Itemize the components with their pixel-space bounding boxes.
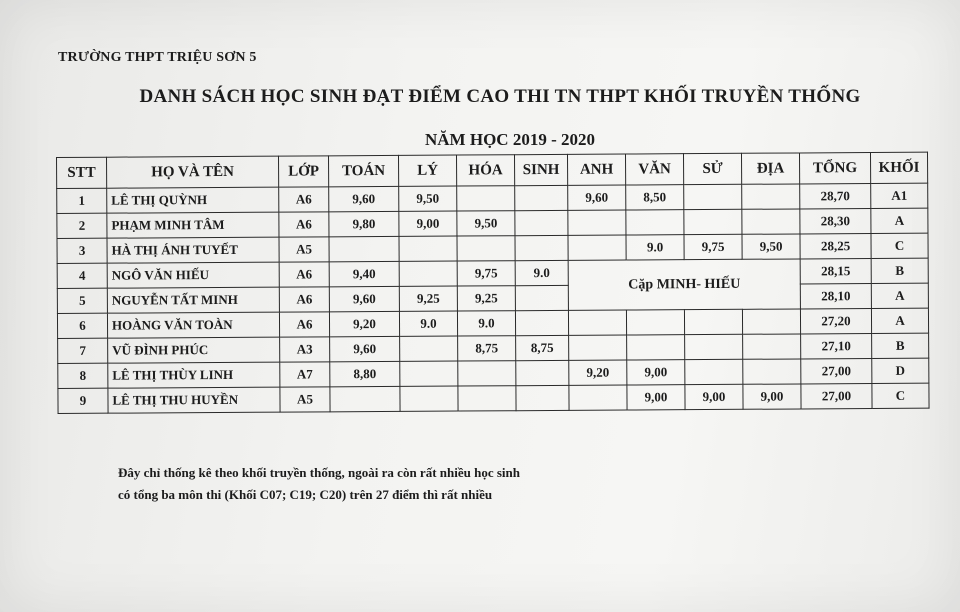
cell-literature: 9.0 — [626, 235, 684, 260]
footnote-line-1: Đây chỉ thống kê theo khối truyền thống, ngoài ra còn rất nhiều học sinh — [118, 465, 520, 480]
cell-physics: 9,25 — [399, 286, 457, 311]
cell-group: D — [872, 358, 929, 383]
cell-geography — [743, 334, 801, 359]
header-group: KHỐI — [870, 152, 927, 183]
cell-english: 9,60 — [568, 185, 626, 210]
cell-total: 27,00 — [801, 384, 872, 409]
cell-geography: 9,00 — [743, 384, 801, 409]
cell-stt: 1 — [57, 188, 107, 213]
cell-stt: 5 — [57, 288, 107, 313]
cell-math: 9,60 — [329, 286, 399, 311]
cell-group: A — [871, 283, 928, 308]
header-english: ANH — [567, 154, 625, 185]
header-chemistry: HÓA — [456, 155, 514, 186]
cell-chemistry — [457, 186, 515, 211]
cell-stt: 4 — [57, 263, 107, 288]
cell-chemistry — [458, 361, 516, 386]
cell-chemistry: 9.0 — [457, 311, 515, 336]
cell-total: 28,70 — [800, 184, 871, 209]
cell-geography — [743, 359, 801, 384]
footnote — [118, 462, 520, 506]
cell-total: 28,10 — [800, 284, 871, 309]
cell-class: A6 — [279, 187, 329, 212]
cell-group: C — [872, 383, 929, 408]
cell-english — [569, 385, 627, 410]
cell-math: 9,80 — [329, 211, 399, 236]
cell-physics — [400, 336, 458, 361]
cell-physics — [400, 386, 458, 411]
cell-chemistry: 9,75 — [457, 261, 515, 286]
cell-history: 9,00 — [685, 384, 743, 409]
cell-literature: 9,00 — [627, 385, 685, 410]
cell-group: A1 — [871, 183, 928, 208]
cell-physics — [399, 236, 457, 261]
cell-biology: 8,75 — [516, 335, 569, 360]
cell-english — [569, 335, 627, 360]
cell-history — [684, 309, 742, 334]
cell-name: LÊ THỊ QUỲNH — [107, 187, 279, 213]
cell-english — [568, 210, 626, 235]
cell-name: PHẠM MINH TÂM — [107, 212, 279, 238]
table-row — [57, 258, 928, 288]
score-table — [56, 152, 930, 414]
cell-history — [685, 334, 743, 359]
table-row — [58, 383, 929, 413]
cell-stt: 2 — [57, 213, 107, 238]
cell-biology — [515, 210, 568, 235]
header-stt: STT — [57, 157, 107, 188]
cell-physics — [400, 361, 458, 386]
header-history: SỬ — [683, 153, 741, 184]
cell-history — [684, 209, 742, 234]
cell-literature — [626, 310, 684, 335]
cell-english — [568, 310, 626, 335]
cell-geography — [742, 209, 800, 234]
cell-stt: 8 — [58, 363, 108, 388]
cell-geography — [742, 309, 800, 334]
cell-group: B — [871, 258, 928, 283]
cell-stt: 6 — [57, 313, 107, 338]
cell-math: 9,60 — [329, 186, 399, 211]
cell-name: NGÔ VĂN HIẾU — [107, 262, 279, 288]
merged-note-cell: Cặp MINH- HIẾU — [568, 259, 800, 310]
cell-history: 9,75 — [684, 234, 742, 259]
cell-group: A — [871, 208, 928, 233]
cell-history — [685, 359, 743, 384]
cell-biology — [516, 360, 569, 385]
cell-name: HOÀNG VĂN TOÀN — [107, 312, 279, 338]
header-class: LỚP — [278, 156, 328, 187]
cell-geography — [742, 184, 800, 209]
cell-class: A6 — [279, 212, 329, 237]
cell-class: A5 — [279, 237, 329, 262]
cell-total: 27,10 — [801, 334, 872, 359]
cell-english: 9,20 — [569, 360, 627, 385]
cell-stt: 7 — [58, 338, 108, 363]
header-biology: SINH — [514, 154, 567, 185]
document-title: DANH SÁCH HỌC SINH ĐẠT ĐIỂM CAO THI TN THPT KHỐI TRUYỀN THỐNG — [139, 86, 861, 107]
footnote-line-2: có tổng ba môn thi (Khối C07; C19; C20) trên 27 điểm thì rất nhiều — [118, 487, 493, 502]
cell-biology — [515, 285, 568, 310]
cell-literature — [627, 335, 685, 360]
cell-group: A — [871, 308, 928, 333]
cell-chemistry: 9,25 — [457, 286, 515, 311]
cell-name: NGUYỄN TẤT MINH — [107, 287, 279, 313]
cell-biology — [515, 235, 568, 260]
cell-math: 9,20 — [329, 311, 399, 336]
cell-math: 9,60 — [330, 336, 400, 361]
cell-literature: 9,00 — [627, 360, 685, 385]
header-literature: VĂN — [625, 154, 683, 185]
cell-total: 28,25 — [800, 234, 871, 259]
cell-name: LÊ THỊ THÙY LINH — [108, 362, 280, 388]
cell-literature: 8,50 — [626, 185, 684, 210]
cell-chemistry: 9,50 — [457, 211, 515, 236]
cell-history — [684, 184, 742, 209]
cell-total: 28,15 — [800, 259, 871, 284]
cell-math: 8,80 — [330, 361, 400, 386]
cell-physics: 9,50 — [399, 186, 457, 211]
cell-chemistry — [457, 236, 515, 261]
cell-total: 27,20 — [800, 309, 871, 334]
cell-total: 27,00 — [801, 359, 872, 384]
cell-math — [330, 386, 400, 411]
cell-chemistry — [458, 386, 516, 411]
cell-biology — [515, 185, 568, 210]
header-geography: ĐỊA — [741, 153, 799, 184]
cell-name: LÊ THỊ THU HUYỀN — [108, 387, 280, 413]
header-math: TOÁN — [328, 155, 398, 186]
cell-physics: 9,00 — [399, 211, 457, 236]
header-name: HỌ VÀ TÊN — [107, 156, 279, 188]
cell-class: A5 — [280, 387, 330, 412]
header-total: TỔNG — [799, 153, 870, 184]
cell-biology — [515, 310, 568, 335]
cell-name: VŨ ĐÌNH PHÚC — [108, 337, 280, 363]
cell-class: A6 — [279, 312, 329, 337]
school-year: NĂM HỌC 2019 - 2020 — [425, 130, 595, 149]
cell-class: A6 — [279, 262, 329, 287]
cell-math — [329, 236, 399, 261]
school-name: TRƯỜNG THPT TRIỆU SƠN 5 — [58, 50, 257, 65]
cell-math: 9,40 — [329, 261, 399, 286]
cell-literature — [626, 210, 684, 235]
cell-english — [568, 235, 626, 260]
cell-class: A6 — [279, 287, 329, 312]
cell-class: A3 — [280, 337, 330, 362]
header-physics: LÝ — [398, 155, 456, 186]
cell-group: B — [872, 333, 929, 358]
cell-chemistry: 8,75 — [458, 336, 516, 361]
cell-name: HÀ THỊ ÁNH TUYẾT — [107, 237, 279, 263]
cell-physics: 9.0 — [399, 311, 457, 336]
cell-biology — [516, 385, 569, 410]
cell-stt: 9 — [58, 388, 108, 413]
cell-physics — [399, 261, 457, 286]
cell-geography: 9,50 — [742, 234, 800, 259]
cell-stt: 3 — [57, 238, 107, 263]
cell-group: C — [871, 233, 928, 258]
cell-total: 28,30 — [800, 209, 871, 234]
cell-class: A7 — [280, 362, 330, 387]
cell-biology: 9.0 — [515, 260, 568, 285]
